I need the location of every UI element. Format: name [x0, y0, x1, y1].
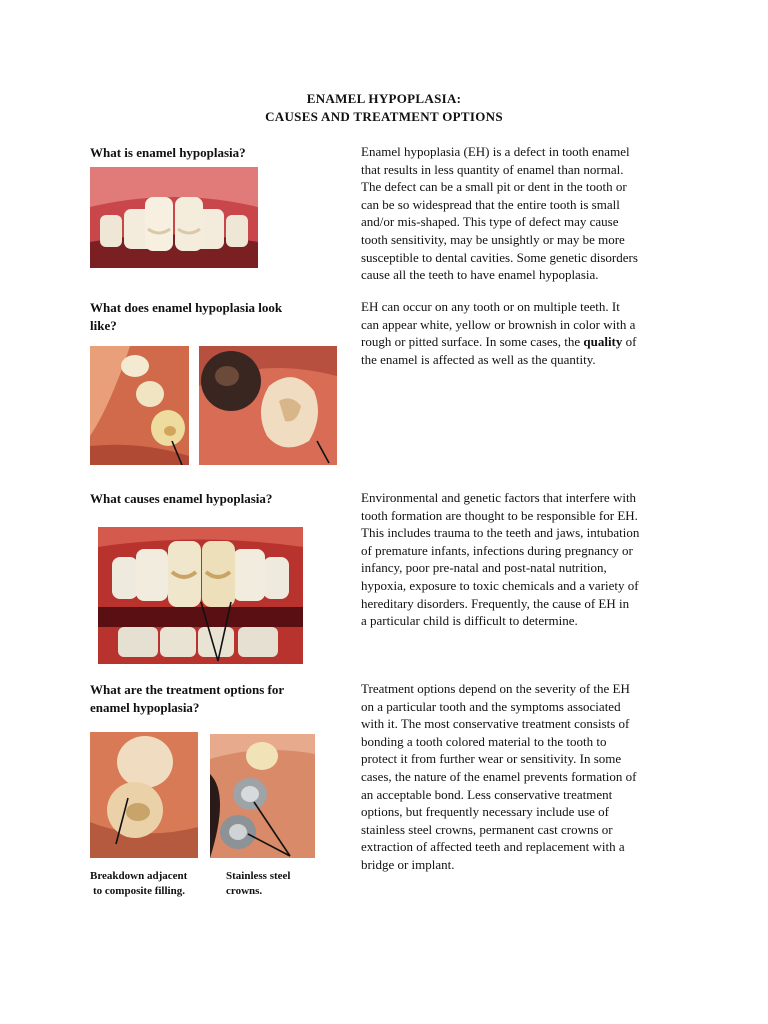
answer-line: the enamel is affected as well as the quantity.: [361, 351, 596, 367]
caption-line: to composite filling.: [93, 885, 185, 897]
answer-line: options, but frequently necessary include use of: [361, 804, 610, 820]
question-what-is: What is enamel hypoplasia?: [90, 145, 246, 160]
question-line: like?: [90, 317, 117, 333]
page-title-line1: ENAMEL HYPOPLASIA:: [306, 91, 462, 106]
answer-line: cases, the nature of the enamel prevents formation of: [361, 768, 637, 784]
caption-line: crowns.: [226, 885, 263, 897]
answer-line: stainless steel crowns, permanent cast crowns or: [361, 821, 613, 837]
photo-tooth-closeup: [199, 346, 337, 465]
answer-line: that results in less quantity of enamel than normal.: [361, 161, 624, 177]
answer-look-like: [361, 298, 691, 368]
answer-line: hereditary disorders. Frequently, the cause of EH in: [361, 595, 630, 611]
photo-molars-pitted: [90, 346, 189, 465]
question-line: enamel hypoplasia?: [90, 699, 200, 715]
answer-line: extraction of affected teeth and replacement with a: [361, 839, 625, 855]
answer-line: and/or mis-shaped. This type of defect may cause: [361, 214, 619, 230]
answer-line: EH can occur on any tooth or on multiple teeth. It: [361, 299, 620, 314]
photo-steel-crowns: [210, 734, 315, 858]
answer-line: tooth sensitivity, may be unsightly or may be more: [361, 231, 625, 247]
answer-line: susceptible to dental cavities. Some genetic disorders: [361, 249, 638, 265]
question-line: What does enamel hypoplasia look: [90, 300, 283, 315]
caption-steel-crowns: [226, 869, 326, 899]
answer-line: of premature infants, infections during pregnancy or: [361, 542, 633, 558]
answer-line: Treatment options depend on the severity of the EH: [361, 681, 630, 696]
answer-line: can be so widespread that the entire tooth is small: [361, 196, 620, 212]
answer-line: can appear white, yellow or brownish in color with a: [361, 316, 636, 332]
answer-line: cause all the teeth to have enamel hypoplasia.: [361, 267, 599, 283]
answer-line: The defect can be a small pit or dent in the tooth or: [361, 179, 627, 195]
photo-front-teeth: [90, 167, 258, 268]
answer-line: bonding a tooth colored material to the tooth to: [361, 733, 607, 749]
answer-treatment: [361, 680, 691, 874]
answer-line: infancy, poor pre-natal and post-natal nutrition,: [361, 560, 607, 576]
question-causes: What causes enamel hypoplasia?: [90, 491, 273, 506]
answer-line: protect it from further wear or sensitivity. In some: [361, 751, 622, 767]
caption-line: Breakdown adjacent: [90, 870, 188, 882]
question-look-like: [90, 299, 330, 334]
caption-composite-breakdown: [90, 869, 210, 899]
answer-line: with it. The most conservative treatment consists of: [361, 716, 630, 732]
answer-line: a particular child is difficult to determine.: [361, 613, 578, 629]
question-line: What are the treatment options for: [90, 682, 285, 697]
answer-line: on a particular tooth and the symptoms associated: [361, 698, 621, 714]
answer-bold-word: quality: [583, 334, 623, 350]
answer-line: [361, 333, 691, 351]
answer-line-text: rough or pitted surface. In some cases, the: [361, 334, 584, 350]
photo-composite-breakdown: [90, 732, 198, 858]
answer-line: tooth formation are thought to be responsible for EH.: [361, 507, 638, 523]
question-treatment: [90, 681, 330, 716]
answer-what-is: [361, 143, 691, 284]
caption-line: Stainless steel: [226, 870, 291, 882]
answer-line: Environmental and genetic factors that interfere with: [361, 490, 637, 505]
answer-causes: [361, 489, 691, 630]
answer-line: hypoxia, exposure to toxic chemicals and a variety of: [361, 577, 639, 593]
answer-line: This includes trauma to the teeth and jaws, intubation: [361, 525, 640, 541]
answer-line: an acceptable bond. Less conservative treatment: [361, 786, 613, 802]
page-title-line2: CAUSES AND TREATMENT OPTIONS: [265, 109, 503, 124]
photo-incisors-brown: [98, 527, 303, 664]
answer-line: bridge or implant.: [361, 856, 455, 872]
answer-line-text: of: [622, 334, 637, 350]
answer-line: Enamel hypoplasia (EH) is a defect in tooth enamel: [361, 144, 630, 159]
